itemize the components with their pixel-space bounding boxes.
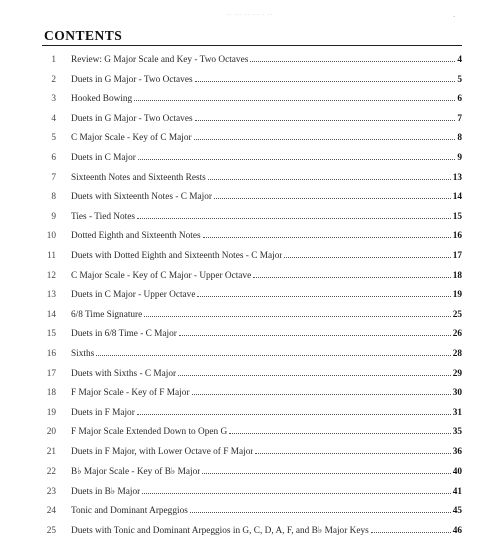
entry-page-number: 17	[452, 250, 462, 261]
entry-number: 11	[47, 250, 56, 261]
entry-title: Duets in F Major	[71, 407, 135, 418]
entry-number: 5	[51, 133, 56, 144]
entry-title: Review: G Major Scale and Key - Two Octaves	[71, 55, 249, 65]
dot-leader	[194, 138, 456, 140]
dot-leader	[137, 413, 451, 415]
toc-entry	[30, 271, 462, 291]
dot-leader	[192, 393, 451, 395]
running-head: ·· ··· ·· ··· · ··	[227, 13, 273, 18]
toc-entry	[30, 290, 462, 310]
entry-title: Duets in B♭ Major	[71, 487, 141, 498]
entry-title: Duets with Tonic and Dominant Arpeggios in G, C, D, A, F, and B♭ Major Keys	[71, 526, 369, 537]
entry-page-number: 29	[452, 368, 462, 379]
entry-page-number: 5	[457, 74, 462, 85]
entry-number: 6	[51, 152, 56, 163]
entry-title: F Major Scale - Key of F Major	[71, 388, 190, 399]
entry-title: Duets in C Major	[71, 152, 136, 163]
entry-title: Duets with Sixteenth Notes - C Major	[71, 192, 212, 203]
toc-entry	[30, 114, 462, 134]
toc-entry	[30, 212, 462, 232]
entry-title: Duets in 6/8 Time - C Major	[71, 329, 177, 340]
entry-number: 7	[51, 172, 56, 183]
entry-number: 15	[46, 329, 56, 340]
entry-title: Duets in G Major - Two Octaves	[71, 113, 193, 124]
dot-leader	[208, 178, 451, 180]
entry-page-number: 14	[452, 192, 462, 203]
toc-entry	[30, 388, 462, 408]
entry-number: 18	[46, 388, 56, 399]
entry-page-number: 46	[452, 526, 462, 537]
toc-entry	[30, 153, 462, 173]
toc-entry	[30, 192, 462, 212]
dot-leader	[197, 295, 450, 297]
toc-entry	[30, 525, 462, 545]
dot-leader	[255, 452, 450, 454]
dot-leader	[134, 99, 455, 101]
entry-number: 14	[46, 309, 56, 320]
entry-page-number: 40	[452, 467, 462, 478]
entry-title: Duets with Dotted Eighth and Sixteenth Notes - C Major	[71, 250, 283, 261]
dot-leader	[195, 80, 456, 82]
toc-entry	[30, 133, 462, 153]
entry-number: 12	[46, 270, 56, 281]
dot-leader	[144, 315, 450, 317]
title-underline	[42, 45, 462, 46]
entry-number: 19	[46, 407, 56, 418]
entry-title: Sixteenth Notes and Sixteenth Rests	[71, 172, 206, 183]
entry-page-number: 31	[452, 407, 462, 418]
entry-number: 3	[51, 94, 56, 105]
toc-entry	[30, 75, 462, 95]
entry-page-number: 45	[452, 505, 462, 516]
dot-leader	[142, 492, 451, 494]
entry-page-number: 4	[457, 55, 462, 65]
entry-title: C Major Scale - Key of C Major - Upper Octave	[71, 270, 252, 281]
entry-title: 6/8 Time Signature	[71, 309, 143, 320]
entry-page-number: 6	[457, 94, 462, 105]
dot-leader	[138, 158, 456, 160]
entry-number: 2	[51, 74, 56, 85]
entry-page-number: 7	[457, 113, 462, 124]
entry-number: 9	[51, 211, 56, 222]
toc-entry	[30, 466, 462, 486]
dot-leader	[202, 472, 450, 474]
entry-page-number: 25	[452, 309, 462, 320]
entry-title: Duets with Sixths - C Major	[71, 368, 177, 379]
entry-title: Duets in G Major - Two Octaves	[71, 74, 193, 85]
entry-page-number: 13	[452, 172, 462, 183]
entry-title: Sixths	[71, 348, 95, 359]
toc-entry	[30, 310, 462, 330]
toc-entry	[30, 349, 462, 369]
toc-entry	[30, 94, 462, 114]
entry-page-number: 9	[457, 152, 462, 163]
entry-page-number: 8	[457, 133, 462, 144]
toc-entry	[30, 486, 462, 506]
entry-page-number: 15	[452, 211, 462, 222]
entry-page-number: 30	[452, 388, 462, 399]
entry-page-number: 19	[452, 290, 462, 301]
table-of-contents	[30, 55, 462, 545]
toc-entry	[30, 173, 462, 193]
dot-leader	[214, 197, 451, 199]
entry-number: 8	[51, 192, 56, 203]
entry-number: 17	[46, 368, 56, 379]
toc-entry	[30, 329, 462, 349]
entry-page-number: 35	[452, 427, 462, 438]
entry-number: 25	[46, 526, 56, 537]
dot-leader	[229, 432, 450, 434]
entry-number: 21	[46, 446, 56, 457]
entry-number: 20	[46, 427, 56, 438]
dot-leader	[178, 374, 451, 376]
entry-title: F Major Scale Extended Down to Open G	[71, 427, 228, 438]
corner-mark: ·	[453, 13, 456, 21]
toc-entry	[30, 408, 462, 428]
entry-title: Hooked Bowing	[71, 94, 133, 105]
entry-page-number: 16	[452, 231, 462, 242]
dot-leader	[253, 276, 451, 278]
toc-entry	[30, 231, 462, 251]
dot-leader	[195, 119, 456, 121]
entry-title: Tonic and Dominant Arpeggios	[71, 505, 188, 516]
toc-entry	[30, 506, 462, 526]
dot-leader	[137, 217, 451, 219]
toc-entry	[30, 447, 462, 467]
entry-number: 16	[46, 348, 56, 359]
page-title: CONTENTS	[44, 28, 123, 43]
entry-title: Duets in F Major, with Lower Octave of F Major	[71, 446, 254, 457]
entry-number: 10	[46, 231, 56, 242]
entry-page-number: 41	[452, 487, 462, 498]
dot-leader	[203, 236, 451, 238]
entry-number: 4	[51, 113, 56, 124]
toc-entry	[30, 369, 462, 389]
entry-number: 24	[46, 505, 56, 516]
dot-leader	[179, 334, 451, 336]
dot-leader	[371, 531, 451, 533]
dot-leader	[250, 60, 455, 62]
entry-title: Ties - Tied Notes	[71, 211, 135, 222]
entry-title: Duets in C Major - Upper Octave	[71, 290, 196, 301]
entry-number: 22	[46, 467, 56, 478]
entry-number: 1	[51, 55, 56, 65]
toc-entry	[30, 55, 462, 75]
entry-page-number: 26	[452, 329, 462, 340]
toc-entry	[30, 251, 462, 271]
toc-entry	[30, 427, 462, 447]
dot-leader	[190, 511, 451, 513]
entry-page-number: 18	[452, 270, 462, 281]
entry-title: Dotted Eighth and Sixteenth Notes	[71, 231, 201, 242]
dot-leader	[284, 256, 450, 258]
entry-title: B♭ Major Scale - Key of B♭ Major	[71, 467, 201, 478]
entry-title: C Major Scale - Key of C Major	[71, 133, 192, 144]
entry-number: 23	[46, 487, 56, 498]
entry-page-number: 28	[452, 348, 462, 359]
dot-leader	[96, 354, 450, 356]
entry-page-number: 36	[452, 446, 462, 457]
entry-number: 13	[46, 290, 56, 301]
